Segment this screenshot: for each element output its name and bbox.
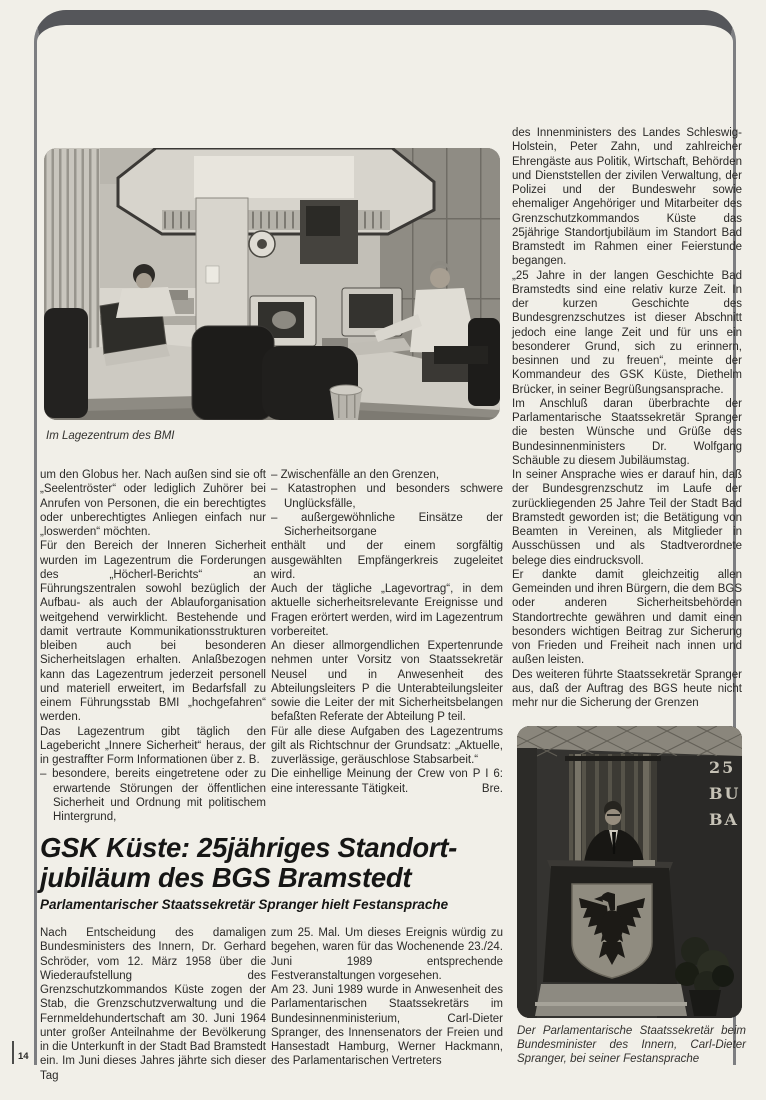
paragraph: zum 25. Mal. Um dieses Ereignis würdig zu begehen, waren für das Wochenende 23./24. Juni 1989 entsprechende Festveranstaltungen vorgesehen. — [271, 927, 503, 982]
paragraph: Des weiteren führte Staatssekretär Spranger aus, daß der Auftrag des BGS heute nicht mehr nur die Sicherung der Grenzen — [512, 668, 742, 709]
banner-text-line: BU — [709, 784, 741, 803]
paragraph-with-byline — [271, 767, 503, 796]
festansprache-photo — [517, 726, 742, 1018]
paragraph: Er dankte damit gleichzeitig allen Gemeinden und ihren Bürgern, die dem BGS oder anderen Sicherheitsbehörden Standortrechte gewähren und damit einen besonders wichtigen Beitrag zur Sicherung von Frieden und Freiheit nach innen und außen leisten. — [512, 568, 742, 667]
paragraph: Auch der tägliche „Lagevortrag“, in dem aktuelle sicherheitsrelevante Ereignisse und Fragen erörtert werden, wird im Lagezentrum vorbereitet. — [271, 583, 503, 638]
bullet-item: – besondere, bereits eingetretene oder zu erwartende Störungen der öffentlichen Sicherheit und Ordnung mit politischem Hintergrund, — [40, 768, 266, 823]
wall-fan — [249, 231, 275, 257]
article-headline — [40, 833, 518, 893]
text-column-right — [512, 126, 742, 710]
photo-top-caption: Im Lagezentrum des BMI — [46, 430, 175, 442]
closing-sentence: Die einhellige Meinung der Crew von P I 6: eine interessante Tätigkeit. — [271, 768, 503, 795]
lagezentrum-photo — [44, 148, 500, 420]
article-column-1 — [40, 926, 266, 1083]
paragraph: Nach Entscheidung des damaligen Bundesministers des Innern, Dr. Gerhard Schröder, vom 12. März 1958 über die Wiederaufstellung des Grenzschutzkommandos Küste zogen der Stab, die Grenzschutzverwaltung und die Fernmeldehundertschaft am 30. Juni 1964 unter großer Anteilnahme der Bevölkerung in die Unterkunft in der Stadt Bad Bramstedt ein. Im Juni dieses Jahres jährte sich dieser Tag — [40, 927, 266, 1082]
paragraph: Für den Bereich der Inneren Sicherheit wurden im Lagezentrum die Forderungen des „Höcherl-Berichts“ an Führungszentralen sowohl bezüglich der Aufbau- als auch der Ablauforganisation weitgehend verwirklicht. Bestehende und damit vertraute Kommunikationsstrukturen bleiben auch bei besonderen Sicherheitslagen erhalten. Anlaßbezogen kann das Lagezentrum jederzeit personell und materiell erweitert, im Bedarfsfall zu einem Führungsstab BMI „hochgefahren“ werden. — [40, 540, 266, 724]
bullet-item: – Zwischenfälle an den Grenzen, — [271, 469, 440, 481]
paragraph: Im Anschluß daran überbrachte der Parlamentarische Staatssekretär Spranger die besten Wünsche und Grüße des Bundesinnenministers Dr. Wolfgang Schäuble zu diesem Jubiläumstag. — [512, 397, 742, 467]
bullet-item: – außergewöhnliche Einsätze der Sicherheitsorgane — [271, 511, 503, 538]
paragraph: „25 Jahre in der langen Geschichte Bad Bramstedts sind eine relativ kurze Zeit. In der kurzen Geschichte des Bundesgrenzschutzes ist dieser Abschnitt jedoch eine lange Zeit und für uns ein besonderer Grund, sich zu erinnern, besinnen und zu freuen“, meinte der Kommandeur des GSK Küste, Diethelm Brücker, in seiner Begrüßungsansprache. — [512, 269, 742, 396]
waste-basket — [330, 385, 362, 420]
page-number: 14 — [18, 1051, 29, 1062]
text-column-middle — [271, 468, 503, 796]
article-column-2 — [271, 926, 503, 1069]
paragraph: An dieser allmorgendlichen Expertenrunde nehmen unter Vorsitz von Staatssekretär Neusel und in Anwesenheit des Abteilungsleiters P die Unterabteilungsleiter sowie die Leiter der mit Sicherheitsbelangen befaßten Referate der Abteilung P teil. — [271, 640, 503, 724]
paragraph: um den Globus her. Nach außen sind sie oft „Seelentröster“ oder lediglich Zuhörer bei Anrufen von Personen, die ein berechtigtes oder unberechtigtes Anliegen einfach nur „loswerden“ möchten. — [40, 469, 266, 538]
headline-line-2: jubiläum des BGS Bramstedt — [40, 862, 412, 893]
text-column-left — [40, 468, 266, 824]
paragraph: Am 23. Juni 1989 wurde in Anwesenheit des Parlamentarischen Staatssekretärs im Bundesinnenministerium, Carl-Dieter Spranger, des Innensenators der Freien und Hansestadt Hamburg, Werner Hackmann, des Parlamentarischen Vertreters — [271, 984, 503, 1068]
paragraph: In seiner Ansprache wies er darauf hin, daß der Bundesgrenzschutz im Laufe der zurückliegenden 25 Jahre Teil der Stadt Bad Bramstedt geworden ist; die Betätigung von Beamten in Vereinen, als Mitglieder in Ausschüssen und als Stadtverordnete belege dies eindrucksvoll. — [512, 469, 742, 567]
photo-bottom-caption: Der Parlamentarische Staatssekretär beim Bundesminister des Innern, Carl-Dieter Spranger, bei seiner Festansprache — [517, 1025, 746, 1065]
page-number-rule — [12, 1041, 14, 1064]
pedestal — [535, 984, 687, 1016]
office-photo-illustration — [44, 148, 500, 420]
paragraph: Das Lagezentrum gibt täglich den Lagebericht „Innere Sicherheit“ heraus, der in gestraffter Form Informationen über z. B. — [40, 725, 266, 766]
article-subhead: Parlamentarischer Staatssekretär Spranger hielt Festansprache — [40, 897, 449, 912]
paragraph: enthält und der einem sorgfältig ausgewählten Empfängerkreis zugeleitet wird. — [271, 540, 503, 581]
banner-text-line: BA — [709, 810, 739, 829]
banner-text-line: 25 — [709, 758, 736, 777]
paragraph: Für alle diese Aufgaben des Lagezentrums gilt als Richtschnur der Grundsatz: „Aktuelle, zuverlässige, geräuschlose Stabsarbeit.“ — [271, 725, 503, 766]
ceiling-light — [118, 148, 434, 234]
headline-line-1: GSK Küste: 25jähriges Standort- — [40, 832, 458, 863]
bullet-item: – Katastrophen und besonders schwere Unglücksfälle, — [271, 483, 503, 510]
paragraph: des Innenministers des Landes Schleswig-Holstein, Peter Zahn, und zahlreicher Ehrengäste aus Politik, Wirtschaft, Behörden und Dienststellen der zivilen Verwaltung, der Polizei und der Bundeswehr sowie ehemaliger Angehöriger und Mitarbeiter des Grenzschutzkommandos Küste das 25jährige Standortjubiläum im Standort Bad Bramstedt im Rahmen einer Feierstunde begangen. — [512, 127, 742, 268]
lectern — [543, 860, 677, 984]
author-initials: Bre. — [481, 782, 503, 795]
